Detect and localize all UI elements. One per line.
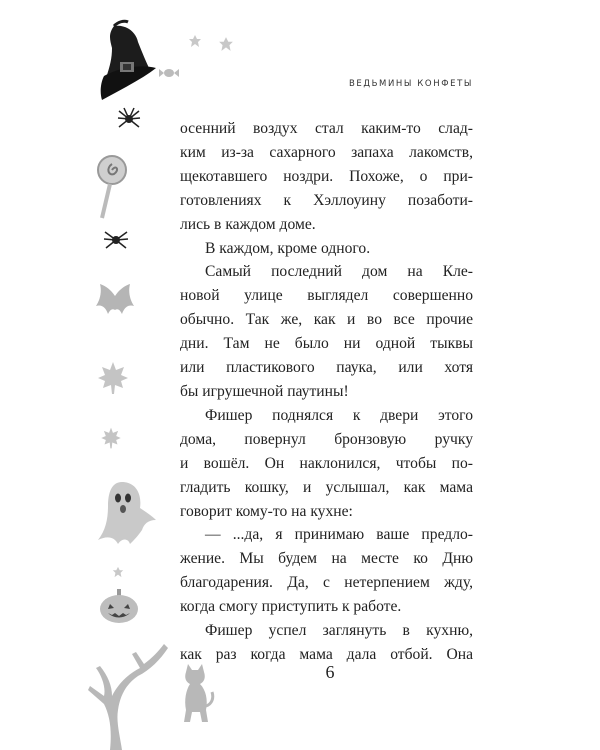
lollipop-icon	[94, 154, 130, 220]
text-line: благодарения. Да, с нетерпением жду,	[180, 574, 473, 592]
leaf-icon	[188, 34, 202, 48]
body-text	[180, 117, 473, 667]
text-line: дома, повернул бронзовую ручку	[180, 430, 473, 448]
pumpkin-icon	[98, 588, 140, 624]
text-line: ким из-за сахарного запаха лакомств,	[180, 143, 473, 161]
text-line: жение. Мы будем на месте ко Дню	[180, 550, 473, 568]
text-line: щекотавшего ноздри. Похоже, о при-	[180, 167, 473, 185]
tree-icon	[80, 630, 176, 750]
bat-icon	[94, 282, 136, 328]
text-line: когда смогу приступить к работе.	[180, 598, 402, 616]
text-line: и вошёл. Он наклонился, чтобы по-	[180, 454, 473, 472]
text-line: лись в каждом доме.	[180, 215, 316, 233]
text-line: дни. Там не было ни одной тыквы	[180, 335, 473, 353]
witch-hat-icon	[96, 18, 158, 106]
text-line: или пластикового паука, или хотя	[180, 359, 473, 377]
text-line: гладить кошку, и услышал, как мама	[180, 478, 473, 496]
maple-leaf-icon	[96, 360, 130, 396]
text-line: Фишер успел заглянуть в кухню,	[205, 622, 473, 640]
page-number: 6	[325, 662, 335, 682]
text-line: осенний воздух стал каким-то слад-	[180, 120, 473, 137]
ghost-icon	[96, 478, 158, 546]
text-line: обычно. Так же, как и во все прочие	[180, 311, 473, 329]
text-line: готовлениях к Хэллоуину позаботи-	[180, 191, 473, 209]
candy-icon	[158, 66, 180, 80]
leaf-icon	[112, 566, 124, 578]
text-line: как раз когда мама дала отбой. Она	[180, 645, 473, 663]
text-line: Самый последний дом на Кле-	[205, 263, 473, 281]
cat-icon	[176, 664, 216, 724]
text-line: бы игрушечной паутины!	[180, 382, 349, 400]
text-line: — ...да, я принимаю ваше предло-	[205, 526, 473, 544]
maple-leaf-icon	[100, 426, 122, 450]
running-title: ВЕДЬМИНЫ КОНФЕТЫ	[348, 79, 473, 89]
spider-icon	[102, 228, 130, 252]
text-line: говорит кому-то на кухне:	[180, 502, 353, 520]
text-line: Фишер поднялся к двери этого	[205, 406, 473, 424]
text-line: новой улице выглядел совершенно	[180, 287, 473, 305]
spider-icon	[116, 106, 142, 132]
leaf-icon	[218, 36, 234, 52]
text-line: В каждом, кроме одного.	[205, 239, 371, 257]
